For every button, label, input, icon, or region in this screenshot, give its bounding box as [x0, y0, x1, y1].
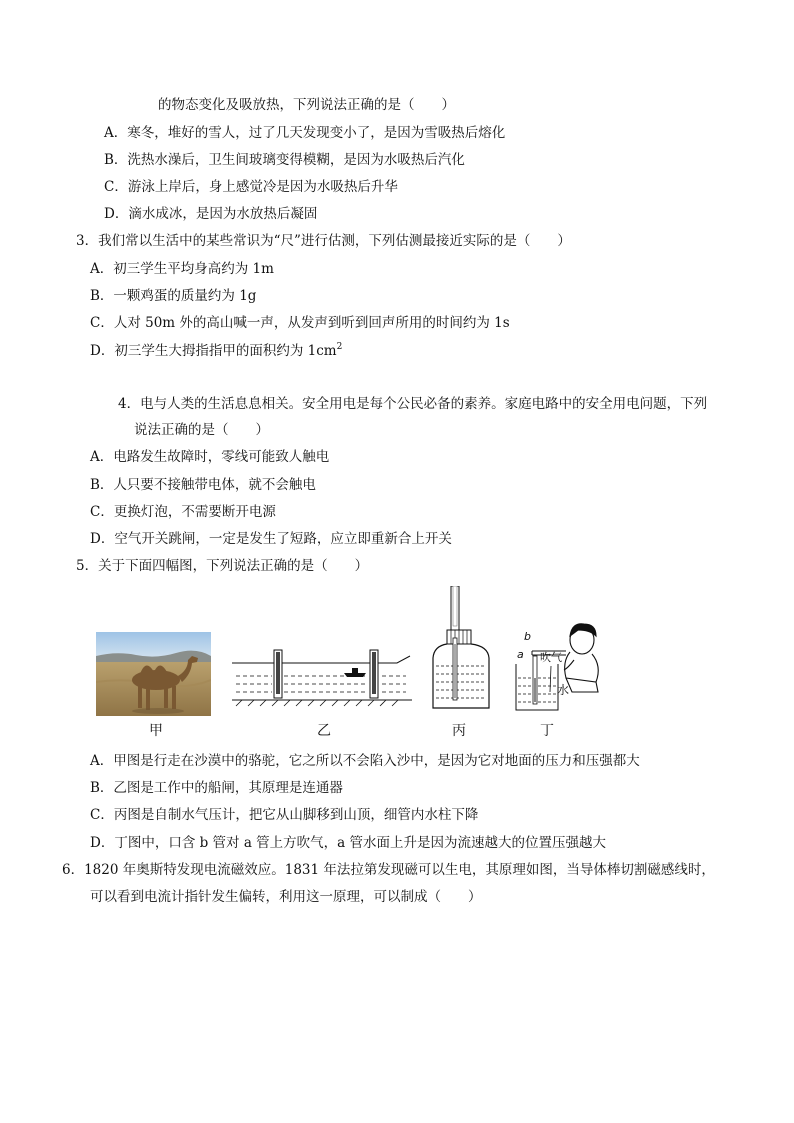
label-blow: 吹气: [540, 651, 562, 664]
q4-option-b: B．人只要不接触带电体，就不会触电: [90, 477, 316, 493]
q4-option-c: C．更换灯泡，不需要断开电源: [90, 504, 276, 520]
q6-stem-line1: 6．1820 年奥斯特发现电流磁效应。1831 年法拉第发现磁可以生电，其原理如图，当导体棒切割磁感线时，: [62, 862, 715, 878]
q3-option-d-text: D．初三学生大拇指指甲的面积约为 1cm: [90, 343, 337, 359]
q3-option-a: A．初三学生平均身高约为 1m: [90, 261, 274, 277]
q4-option-d: D．空气开关跳闸，一定是发生了短路，应立即重新合上开关: [90, 531, 452, 547]
q5-stem: 5．关于下面四幅图，下列说法正确的是（ ）: [76, 558, 369, 574]
q5-option-d: D．丁图中，口含 b 管对 a 管上方吹气，a 管水面上升是因为流速越大的位置压强越大: [90, 835, 607, 851]
label-b: b: [524, 630, 531, 643]
q2-option-b: B．洗热水澡后，卫生间玻璃变得模糊，是因为水吸热后汽化: [104, 152, 465, 168]
caption-yi: 乙: [317, 723, 331, 739]
q3-stem: 3．我们常以生活中的某些常识为“尺”进行估测，下列估测最接近实际的是（ ）: [76, 233, 571, 249]
camel-photo: [96, 632, 211, 716]
q2-option-a: A．寒冬，堆好的雪人，过了几天发现变小了，是因为雪吸热后熔化: [104, 125, 506, 141]
q3-option-b: B．一颗鸡蛋的质量约为 1g: [90, 288, 257, 304]
q4-stem-line1: 4．电与人类的生活息息相关。安全用电是每个公民必备的素养。家庭电路中的安全用电问题，下列: [118, 396, 708, 412]
q3-option-c: C．人对 50m 外的高山喊一声，从发声到听到回声所用的时间约为 1s: [90, 315, 510, 331]
barometer-bottle-diagram: [430, 586, 492, 712]
q5-option-b: B．乙图是工作中的船闸，其原理是连通器: [90, 780, 343, 796]
q3-option-d-superscript: 2: [336, 342, 343, 352]
label-water: 水: [557, 683, 570, 697]
q2-option-d: D．滴水成冰，是因为水放热后凝固: [104, 206, 318, 222]
q5-option-a: A．甲图是行走在沙漠中的骆驼，它之所以不会陷入沙中，是因为它对地面的压力和压强都大: [90, 753, 640, 769]
q6-stem-line2: 可以看到电流计指针发生偏转，利用这一原理，可以制成（ ）: [90, 889, 482, 905]
q5-option-c: C．丙图是自制水气压计，把它从山脚移到山顶，细管内水柱下降: [90, 807, 479, 823]
ship-lock-diagram: [232, 648, 412, 710]
q4-option-a: A．电路发生故障时，零线可能致人触电: [90, 449, 330, 465]
q3-option-d: [90, 342, 342, 360]
caption-jia: 甲: [149, 723, 163, 739]
caption-bing: 丙: [452, 723, 466, 739]
q4-stem-line2: 说法正确的是（ ）: [134, 422, 269, 438]
q2-option-c: C．游泳上岸后，身上感觉冷是因为水吸热后升华: [104, 179, 398, 195]
q2-stem-continued: 的物态变化及吸放热，下列说法正确的是（ ）: [158, 97, 455, 113]
label-a: a: [517, 648, 524, 661]
caption-ding: 丁: [540, 723, 554, 739]
